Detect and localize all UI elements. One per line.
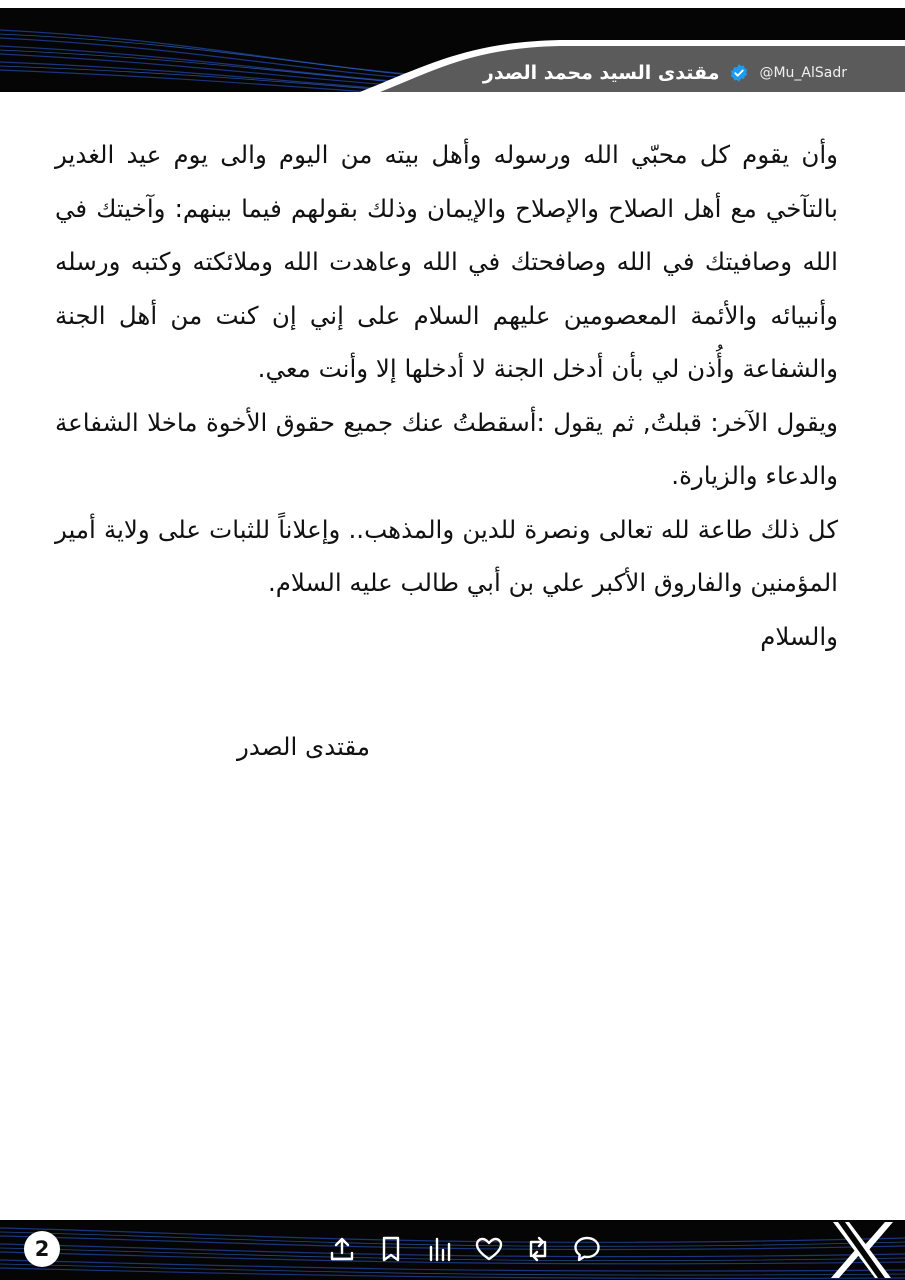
paragraph-closing: والسلام (760, 621, 838, 651)
like-icon[interactable] (474, 1234, 504, 1264)
signature: مقتدى الصدر (237, 732, 370, 761)
paragraph-reply: ويقول الآخر: قبلتُ, ثم يقول :أسقطتُ عنك جميع حقوق الأخوة ماخلا الشفاعة والدعاء والزيارة. (55, 407, 838, 490)
retweet-icon[interactable] (523, 1234, 553, 1264)
statement-body (55, 128, 838, 663)
bookmark-icon[interactable] (376, 1234, 406, 1264)
paragraph-obedience: كل ذلك طاعة لله تعالى ونصرة للدين والمذهب.. وإعلاناً للثبات على ولاية أمير المؤمنين والفاروق الأكبر علي بن أبي طالب عليه السلام. (55, 514, 838, 597)
reply-icon[interactable] (572, 1234, 602, 1264)
views-icon[interactable] (425, 1234, 455, 1264)
page-number: 2 (24, 1231, 60, 1267)
header-banner (0, 8, 905, 92)
tweet-actions (327, 1234, 602, 1264)
x-logo-icon (827, 1220, 897, 1280)
share-icon[interactable] (327, 1234, 357, 1264)
author-handle[interactable]: @Mu_AlSadr (759, 65, 847, 81)
paragraph-brotherhood: وأن يقوم كل محبّي الله ورسوله وأهل بيته من اليوم والى يوم عيد الغدير بالتآخي مع أهل الصلاح والإصلاح والإيمان وذلك بقولهم فيما بينهم: وآخيتك في الله وصافيتك في الله وصافحتك في الله وعاهدت الله وملائكته وكتبه ورسله وأنبيائه والأئمة المعصومين عليهم السلام على إني إن كنت من أهل الجنة والشفاعة وأُذن لي بأن أدخل الجنة لا أدخلها إلا وأنت معي. (55, 140, 838, 383)
author-name[interactable]: مقتدى السيد محمد الصدر (482, 62, 720, 84)
verified-badge-icon (729, 63, 749, 83)
footer-bar (0, 1220, 905, 1280)
author-info (483, 62, 847, 84)
